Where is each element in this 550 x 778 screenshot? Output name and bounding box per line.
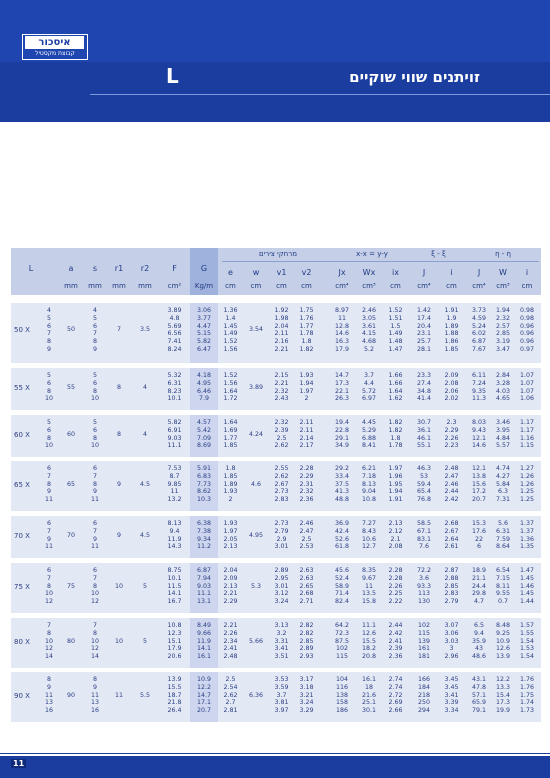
- header-col-v1-9: v1: [276, 268, 287, 277]
- cell-r2: 4: [142, 430, 147, 438]
- column-G: 10.9 12.2 14.7 17.1 20.7: [196, 676, 212, 714]
- column-ix: 2.44 2.42 2.41 2.39 2.36: [388, 622, 403, 660]
- column-W2: 6.54 7.15 8.11 9.55 0.7: [495, 567, 511, 605]
- column-Jx: 14.7 17.3 22.1 26.3: [334, 372, 350, 403]
- cell-r2: 4.5: [139, 531, 150, 539]
- column-v2: 2.82 2.82 2.85 2.89 2.93: [299, 622, 314, 660]
- column-s: 8 9 11 13 16: [90, 676, 99, 714]
- cell-w: 6.36: [248, 691, 264, 699]
- column-i1: 2.48 2.47 2.46 2.44 2.42: [444, 465, 459, 503]
- cell-r2: 3.5: [139, 326, 150, 334]
- cell-r2: 5: [142, 637, 147, 645]
- column-v2: 1.75 1.76 1.77 1.78 1.8 1.82: [299, 307, 314, 353]
- column-ix: 1.66 1.66 1.64 1.62: [388, 372, 403, 403]
- cell-r2: 5: [142, 582, 147, 590]
- column-v1: 3.53 3.59 3.7 3.81 3.97: [274, 676, 289, 714]
- header-unit-18: cm: [521, 282, 533, 290]
- column-Wx: 2.46 3.05 3.61 4.15 4.68 5.2: [361, 307, 377, 353]
- column-i1: 2.87 2.88 2.85 2.83 2.79: [444, 567, 459, 605]
- column-e: 2.5 2.54 2.62 2.7 2.81: [223, 676, 238, 714]
- header-col-wx-12: Wx: [362, 268, 376, 277]
- column-J2: 15.3 17.6 22 6: [471, 520, 487, 551]
- column-Wx: 16.1 18 21.6 25.1 30.1: [361, 676, 377, 714]
- size-label: 55 X: [14, 383, 30, 392]
- column-v1: 2.15 2.21 2.32 2.43: [274, 372, 289, 403]
- column-s: 6 7 9 11: [90, 520, 99, 551]
- column-v2: 3.17 3.18 3.21 3.24 3.29: [299, 676, 314, 714]
- column-i2: 1.76 1.76 1.75 1.74 1.73: [519, 676, 535, 714]
- header-col-j-16: J: [477, 268, 481, 277]
- column-v1: 2.32 2.39 2.5 2.62: [274, 419, 289, 450]
- column-ix: 1.82 1.82 1.8 1.78: [388, 419, 403, 450]
- column-J1: 58.5 67.1 83.1 7.6: [416, 520, 432, 551]
- logo-main-text: איסכור: [25, 36, 84, 49]
- header-unit-4: mm: [138, 282, 152, 290]
- cell-w: 3.89: [248, 383, 264, 391]
- column-v2: 2.63 2.63 2.65 2.68 2.71: [299, 567, 314, 605]
- header-col-ix-13: ix: [392, 268, 399, 277]
- column-v1: 2.73 2.79 2.9 3.01: [274, 520, 289, 551]
- column-v2: 2.46 2.47 2.5 2.53: [299, 520, 314, 551]
- page-title: זויתנים שווי שוקיים: [349, 68, 480, 86]
- column-Wx: 7.27 8.43 10.6 12.7: [361, 520, 377, 551]
- column-e: 1.52 1.56 1.64 1.72: [223, 372, 238, 403]
- column-F: 8.75 10.1 11.5 14.1 16.7: [167, 567, 182, 605]
- cell-r2: 5.5: [139, 691, 150, 699]
- column-G: 6.87 7.94 9.03 11.1 13.1: [196, 567, 212, 605]
- column-ix: 2.28 2.28 2.26 2.25 2.22: [388, 567, 403, 605]
- cell-r1: 7: [116, 326, 121, 334]
- header-unit-17: cm³: [496, 282, 510, 290]
- page-title-letter: L: [166, 64, 179, 88]
- cell-w: 5.66: [248, 637, 264, 645]
- column-F: 13.9 15.5 18.7 21.8 26.4: [167, 676, 182, 714]
- cell-a: 80: [66, 637, 75, 645]
- column-Ls: 6 7 9 11: [44, 520, 53, 551]
- column-J2: 6.5 9.4 35.9 43 48.6: [471, 622, 487, 660]
- column-W2: 8.48 9.25 10.9 12.6 13.9: [495, 622, 511, 660]
- profile-group-1: [11, 368, 541, 410]
- profile-group-7: [11, 672, 541, 722]
- size-label: 60 X: [14, 430, 30, 439]
- header-unit-16: cm⁴: [472, 282, 486, 290]
- header-unit-10: cm: [301, 282, 312, 290]
- cell-a: 55: [66, 383, 75, 391]
- column-e: 2.04 2.09 2.13 2.21 2.29: [223, 567, 238, 605]
- column-W2: 5.6 6.31 7.59 8.64: [495, 520, 511, 551]
- column-i2: 1.17 1.17 1.16 1.15: [519, 419, 535, 450]
- column-J1: 30.7 36.1 46.1 55.1: [416, 419, 432, 450]
- column-G: 6.38 7.38 9.34 11.2: [196, 520, 212, 551]
- profile-group-4: [11, 516, 541, 558]
- header-group-eta: η - η: [467, 250, 539, 262]
- column-s: 5 6 8 10: [90, 372, 99, 403]
- column-Ls: 8 9 11 13 16: [44, 676, 53, 714]
- column-Jx: 45.6 52.4 58.9 71.4 82.4: [334, 567, 350, 605]
- cell-r1: 8: [116, 383, 121, 391]
- profile-group-0: [11, 303, 541, 363]
- column-e: 1.36 1.4 1.45 1.49 1.52 1.56: [223, 307, 238, 353]
- column-W2: 12.2 13.3 15.4 17.3 19.9: [495, 676, 511, 714]
- header-col-jx-11: Jx: [338, 268, 346, 277]
- size-label: 80 X: [14, 637, 30, 646]
- cell-a: 65: [66, 480, 75, 488]
- column-e: 2.21 2.26 2.34 2.41 2.48: [223, 622, 238, 660]
- cell-a: 70: [66, 531, 75, 539]
- footer-line: [0, 753, 550, 754]
- header-col-g-6: G: [200, 264, 208, 273]
- cell-w: 4.6: [250, 480, 261, 488]
- column-J2: 12.1 13.8 15.6 17.2 20.7: [471, 465, 487, 503]
- column-v1: 2.89 2.95 3.01 3.12 3.24: [274, 567, 289, 605]
- column-Wx: 8.35 9.67 11 13.5 15.8: [361, 567, 377, 605]
- column-J1: 72.2 3.6 93.3 113 130: [416, 567, 432, 605]
- cell-r1: 10: [114, 637, 123, 645]
- header-col-i-15: i: [450, 268, 453, 277]
- header-unit-9: cm: [276, 282, 287, 290]
- size-label: 90 X: [14, 691, 30, 700]
- column-Ls: 6 7 8 9 11: [44, 465, 53, 503]
- column-i1: 3.45 3.45 3.41 3.39 3.34: [444, 676, 459, 714]
- column-e: 1.8 1.85 1.89 1.93 2: [223, 465, 238, 503]
- column-G: 3.06 3.77 4.47 5.15 5.82 6.47: [196, 307, 212, 353]
- column-e: 1.64 1.69 1.77 1.85: [223, 419, 238, 450]
- header-col-v2-10: v2: [301, 268, 312, 277]
- column-J1: 1.42 17.4 20.4 23.1 25.7 28.1: [416, 307, 432, 353]
- column-v2: 2.28 2.29 2.31 2.32 2.36: [299, 465, 314, 503]
- size-label: 75 X: [14, 582, 30, 591]
- header-col-r2-4: r2: [140, 264, 150, 273]
- column-v1: 3.13 3.2 3.31 3.41 3.51: [274, 622, 289, 660]
- header-unit-3: mm: [112, 282, 126, 290]
- header-col-e-7: e: [228, 268, 233, 277]
- column-i1: 2.68 2.67 2.64 2.61: [444, 520, 459, 551]
- column-s: 4 5 6 7 8 9: [92, 307, 97, 353]
- cell-a: 75: [66, 582, 75, 590]
- header-unit-7: cm: [225, 282, 236, 290]
- column-ix: 1.52 1.51 1.5 1.49 1.48 1.47: [388, 307, 403, 353]
- header-group-centers: מרחקי צירים: [222, 250, 334, 262]
- column-J1: 46.3 53 59.4 65.4 76.8: [416, 465, 432, 503]
- header-col-w-17: W: [499, 268, 507, 277]
- column-Wx: 4.45 5.29 6.88 8.41: [361, 419, 377, 450]
- header-col-i-18: i: [525, 268, 529, 277]
- header-unit-6: Kg/m: [194, 282, 214, 290]
- header-unit-12: cm³: [362, 282, 376, 290]
- page-footer: [0, 756, 550, 778]
- column-Ls: 4 5 6 7 8 9: [46, 307, 51, 353]
- column-i2: 1.07 1.07 1.07 1.06: [519, 372, 535, 403]
- page-number: 11: [13, 759, 25, 768]
- column-Wx: 6.21 7.18 8.13 9.04 10.8: [361, 465, 377, 503]
- header-col-s-2: s: [92, 264, 98, 273]
- header-unit-14: cm⁴: [417, 282, 431, 290]
- cell-r1: 10: [114, 582, 123, 590]
- column-F: 7.53 8.7 9.85 11 13.2: [167, 465, 182, 503]
- column-v1: 2.55 2.62 2.67 2.73 2.83: [274, 465, 289, 503]
- column-F: 3.89 4.8 5.69 6.56 7.41 8.24: [167, 307, 182, 353]
- company-logo: [22, 34, 88, 60]
- header-col-j-14: J: [422, 268, 426, 277]
- column-ix: 1.97 1.96 1.95 1.94 1.91: [388, 465, 403, 503]
- header-col-f-5: F: [172, 264, 177, 273]
- column-s: 6 7 8 10 12: [90, 567, 99, 605]
- column-v2: 1.93 1.94 1.97 2: [299, 372, 314, 403]
- column-W2: 4.74 4.27 5.84 6.3 7.31: [495, 465, 511, 503]
- column-Jx: 29.2 33.4 37.5 41.3 48.8: [334, 465, 350, 503]
- table-header: [11, 248, 541, 295]
- column-G: 8.49 9.66 11.9 14.1 16.1: [196, 622, 212, 660]
- title-underline: [90, 94, 550, 95]
- column-Jx: 64.2 72.3 87.5 102 115: [334, 622, 350, 660]
- column-J1: 23.3 27.4 34.8 41.4: [416, 372, 432, 403]
- header-col-r1-3: r1: [114, 264, 124, 273]
- header-col-a-1: a: [68, 264, 74, 273]
- column-J2: 8.03 9.43 12.1 14.6: [471, 419, 487, 450]
- cell-a: 90: [66, 691, 75, 699]
- size-label: 65 X: [14, 480, 30, 489]
- cell-w: 4.24: [248, 430, 264, 438]
- size-label: 50 X: [14, 326, 30, 335]
- header-group-xi: ξ - ξ: [410, 250, 467, 262]
- profile-group-6: [11, 618, 541, 668]
- column-s: 5 6 8 10: [90, 419, 99, 450]
- cell-r2: 4.5: [139, 480, 150, 488]
- column-G: 5.91 6.83 7.73 8.62 10.3: [196, 465, 212, 503]
- column-i1: 1.91 1.9 1.89 1.88 1.86 1.85: [444, 307, 459, 353]
- cell-a: 60: [66, 430, 75, 438]
- header-group-xy: x-x = y-y: [334, 250, 410, 262]
- header-col-w-8: w: [252, 268, 260, 277]
- column-i2: 1.37 1.37 1.36 1.35: [519, 520, 535, 551]
- header-unit-15: cm: [446, 282, 457, 290]
- header-col-l-0: L: [28, 264, 34, 273]
- header-unit-8: cm: [250, 282, 262, 290]
- cell-r2: 4: [142, 383, 147, 391]
- column-F: 5.32 6.31 8.23 10.1: [167, 372, 182, 403]
- column-i2: 0.98 0.98 0.96 0.96 0.96 0.97: [519, 307, 535, 353]
- column-G: 4.57 5.42 7.09 8.69: [196, 419, 212, 450]
- cell-r1: 9: [116, 531, 121, 539]
- column-v2: 2.11 2.11 2.14 2.17: [299, 419, 314, 450]
- column-Wx: 11.1 12.6 15.5 18.2 20.8: [361, 622, 377, 660]
- header-unit-5: cm²: [167, 282, 182, 290]
- column-e: 1.93 1.97 2.05 2.13: [223, 520, 238, 551]
- cell-r1: 11: [114, 691, 123, 699]
- column-G: 4.18 4.95 6.46 7.9: [196, 372, 212, 403]
- column-i2: 1.57 1.55 1.54 1.53 1.54: [519, 622, 535, 660]
- column-i2: 1.47 1.45 1.46 1.45 1.44: [519, 567, 535, 605]
- column-Ls: 5 6 8 10: [44, 372, 53, 403]
- profile-group-2: [11, 415, 541, 457]
- header-unit-11: cm⁴: [335, 282, 349, 290]
- column-J1: 102 115 139 161 181: [417, 622, 431, 660]
- cell-r1: 8: [116, 430, 121, 438]
- column-J1: 166 184 218 250 294: [417, 676, 431, 714]
- column-W2: 2.84 3.28 4.03 4.65: [495, 372, 511, 403]
- column-J2: 18.9 21.1 24.4 29.8 4.7: [471, 567, 487, 605]
- column-Jx: 8.97 11 12.8 14.6 16.3 17.9: [334, 307, 350, 353]
- column-i2: 1.27 1.26 1.26 1.25 1.25: [519, 465, 535, 503]
- column-J2: 6.11 7.24 9.35 11.3: [471, 372, 487, 403]
- column-F: 10.8 12.3 15.1 17.9 20.6: [167, 622, 182, 660]
- header-unit-13: cm: [390, 282, 401, 290]
- column-Wx: 3.7 4.4 5.72 6.97: [361, 372, 377, 403]
- column-W2: 1.94 2.32 2.57 2.85 3.19 3.47: [495, 307, 511, 353]
- logo-sub-text: קבוצת מקסטיל: [35, 50, 75, 57]
- cell-w: 3.54: [248, 326, 264, 334]
- header-unit-2: mm: [88, 282, 102, 290]
- column-ix: 2.13 2.12 2.1 2.08: [388, 520, 403, 551]
- page-header: [0, 0, 550, 122]
- column-Jx: 19.4 22.8 29.1 34.9: [334, 419, 350, 450]
- column-F: 8.13 9.4 11.9 14.3: [167, 520, 182, 551]
- size-label: 70 X: [14, 531, 30, 540]
- column-J2: 43.1 47.8 57.1 65.9 79.1: [471, 676, 487, 714]
- column-F: 5.82 6.91 9.03 11.1: [167, 419, 182, 450]
- cell-w: 4.95: [248, 531, 264, 539]
- column-i1: 2.3 2.29 2.26 2.23: [444, 419, 459, 450]
- cell-w: 5.3: [250, 582, 261, 590]
- header-unit-1: mm: [64, 282, 78, 290]
- column-s: 6 7 8 9 11: [90, 465, 99, 503]
- cell-r1: 9: [116, 480, 121, 488]
- column-Ls: 5 6 8 10: [44, 419, 53, 450]
- column-s: 7 8 10 12 14: [90, 622, 99, 660]
- column-i1: 3.07 3.06 3.03 3 2.96: [444, 622, 459, 660]
- cell-a: 50: [66, 326, 75, 334]
- column-Jx: 36.9 42.4 52.6 61.8: [334, 520, 350, 551]
- column-J2: 3.73 4.59 5.24 6.02 6.87 7.67: [471, 307, 487, 353]
- column-Ls: 7 8 10 12 14: [44, 622, 53, 660]
- column-W2: 3.46 3.95 4.84 5.57: [495, 419, 511, 450]
- column-i1: 2.09 2.08 2.06 2.02: [444, 372, 459, 403]
- column-Jx: 104 116 138 158 186: [335, 676, 349, 714]
- column-v1: 1.92 1.98 2.04 2.11 2.16 2.21: [274, 307, 289, 353]
- column-ix: 2.74 2.74 2.72 2.69 2.66: [388, 676, 403, 714]
- profile-group-5: [11, 563, 541, 613]
- profile-group-3: [11, 461, 541, 511]
- column-Ls: 6 7 8 10 12: [44, 567, 53, 605]
